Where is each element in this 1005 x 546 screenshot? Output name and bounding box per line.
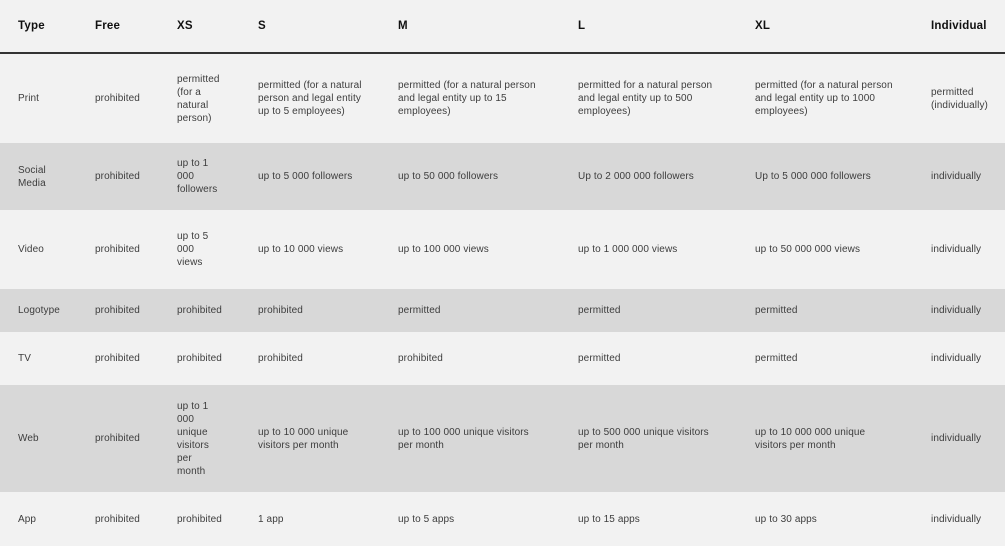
- table-cell: prohibited: [177, 305, 222, 316]
- table-cell: individually: [931, 171, 982, 182]
- row-type-cell: Print: [18, 93, 40, 104]
- table-cell: permitted (for a natural person and legal entity up to 5 employees): [258, 80, 362, 117]
- table-cell: individually: [931, 244, 982, 255]
- column-header-s: S: [257, 0, 397, 53]
- column-header-xs: XS: [176, 0, 257, 53]
- table-cell: up to 1 000 unique visitors per month: [177, 400, 209, 477]
- table-cell: up to 50 000 followers: [398, 171, 499, 182]
- table-cell: Up to 2 000 000 followers: [578, 171, 694, 182]
- table-cell: prohibited: [398, 353, 443, 364]
- table-cell: up to 1 000 000 views: [578, 244, 678, 255]
- table-row: [0, 385, 1005, 492]
- table-cell: up to 500 000 unique visitors per month: [578, 426, 709, 451]
- table-cell: up to 5 000 followers: [258, 171, 353, 182]
- table-cell: up to 5 000 views: [177, 231, 209, 268]
- table-cell: prohibited: [95, 171, 140, 182]
- table-cell: individually: [931, 513, 982, 525]
- table-cell: individually: [931, 433, 982, 444]
- table-cell: prohibited: [177, 353, 222, 364]
- table-row: [0, 289, 1005, 332]
- table-cell: permitted (for a natural person and legal entity up to 15 employees): [398, 80, 536, 117]
- table-body: [0, 53, 1005, 546]
- table-cell: 1 app: [258, 513, 284, 525]
- column-header-type: Type: [0, 0, 94, 53]
- table-cell: up to 10 000 000 unique visitors per month: [755, 426, 866, 451]
- table-cell: permitted: [578, 305, 621, 316]
- table-cell: up to 30 apps: [755, 513, 817, 525]
- table-cell: permitted: [578, 353, 621, 364]
- table-cell: permitted (for a natural person): [177, 73, 220, 124]
- table-row: [0, 53, 1005, 143]
- table-cell: prohibited: [95, 305, 140, 316]
- table-cell: prohibited: [95, 433, 140, 444]
- table-row: [0, 492, 1005, 546]
- table-cell: individually: [931, 353, 982, 364]
- table-row: [0, 210, 1005, 289]
- row-type-cell: App: [18, 513, 37, 525]
- table-cell: prohibited: [258, 305, 303, 316]
- header-row: [0, 0, 1005, 53]
- row-type-cell: Social Media: [18, 164, 46, 189]
- column-header-l: L: [577, 0, 754, 53]
- table-cell: prohibited: [95, 93, 140, 104]
- table-cell: prohibited: [95, 353, 140, 364]
- table-cell: up to 50 000 000 views: [755, 244, 861, 255]
- table-cell: permitted for a natural person and legal entity up to 500 employees): [578, 80, 713, 117]
- row-type-cell: Video: [18, 244, 44, 255]
- table-cell: prohibited: [258, 353, 303, 364]
- table-cell: permitted: [755, 353, 798, 364]
- table-cell: prohibited: [95, 244, 140, 255]
- table-cell: up to 5 apps: [398, 513, 455, 525]
- table-cell: individually: [931, 305, 982, 316]
- table-cell: up to 10 000 views: [258, 244, 344, 255]
- table-cell: up to 100 000 unique visitors per month: [398, 426, 529, 451]
- table-cell: permitted (individually): [931, 86, 988, 111]
- table-cell: prohibited: [177, 513, 222, 525]
- row-type-cell: Logotype: [18, 305, 60, 316]
- column-header-xl: XL: [754, 0, 930, 53]
- table-cell: up to 100 000 views: [398, 244, 489, 255]
- table-cell: up to 15 apps: [578, 513, 640, 525]
- row-type-cell: TV: [18, 353, 31, 364]
- table-cell: up to 1 000 followers: [177, 158, 218, 195]
- table-cell: Up to 5 000 000 followers: [755, 171, 871, 182]
- table-cell: up to 10 000 unique visitors per month: [258, 426, 349, 451]
- row-type-cell: Web: [18, 433, 39, 444]
- table-row: [0, 143, 1005, 210]
- table-cell: permitted: [398, 305, 441, 316]
- column-header-free: Free: [94, 0, 176, 53]
- table-cell: prohibited: [95, 513, 140, 525]
- table-row: [0, 332, 1005, 385]
- table-cell: permitted (for a natural person and legal entity up to 1000 employees): [755, 80, 893, 117]
- table-cell: permitted: [755, 305, 798, 316]
- column-header-m: M: [397, 0, 577, 53]
- column-header-individual: Individual: [930, 0, 1005, 53]
